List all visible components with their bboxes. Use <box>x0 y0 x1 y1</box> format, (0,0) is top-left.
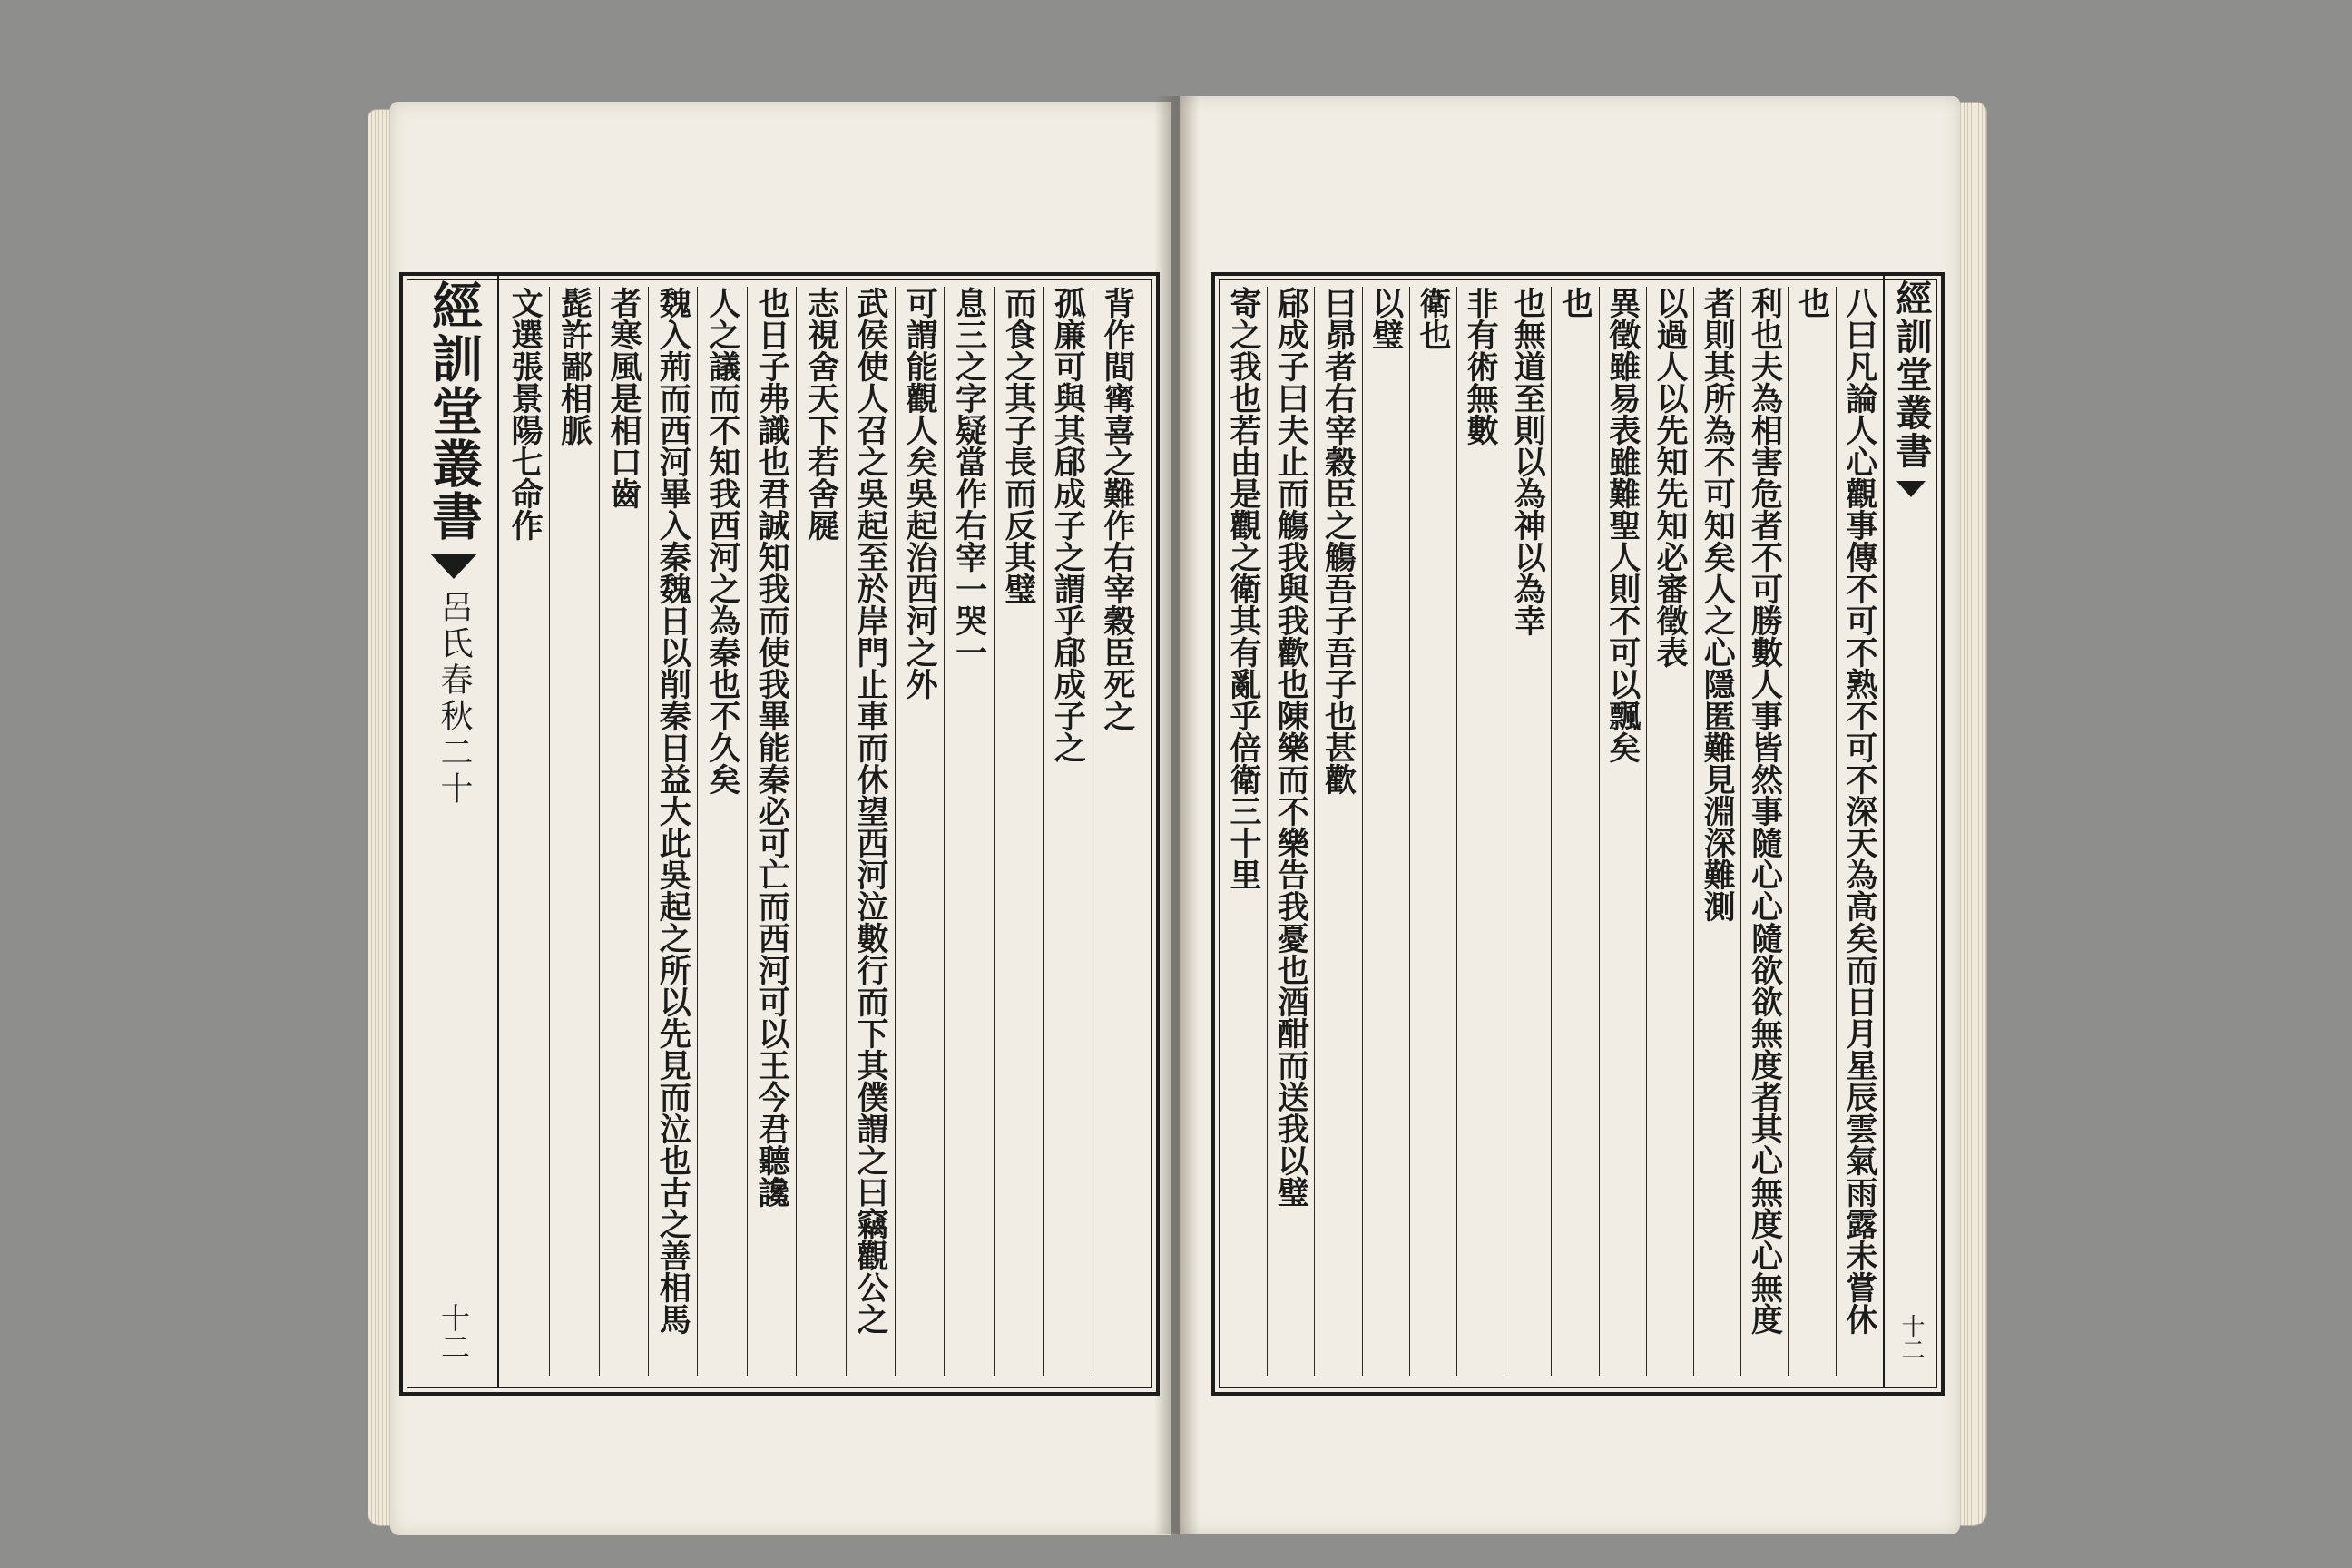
text-column: 寄之我也若由是觀之衛其有亂乎倍衛三十里 <box>1225 287 1263 890</box>
text-column: 人之議而不知我西河之為秦也不久矣 <box>697 287 746 1376</box>
fish-tail-mark <box>430 554 477 579</box>
book-gutter <box>1154 96 1200 1534</box>
text-column: 孤廉可與其郈成子之謂乎郈成子之 <box>1043 287 1092 1376</box>
left-page-margin-strip <box>410 272 499 1388</box>
text-column: 以璧 <box>1362 287 1409 1376</box>
text-column: 武侯使人召之吳起至於岸門止車而休望西河泣數行而下其僕謂之曰竊觀公之 <box>846 287 895 1376</box>
text-column: 利也夫為相害危者不可勝數人事皆然事隨心心隨欲欲無度者其心無度心無度 <box>1740 287 1788 1376</box>
right-header-title: 經訓堂叢書 <box>1890 279 1933 470</box>
left-header-source: 呂氏春秋二十 <box>436 590 473 808</box>
text-column: 也日子弗識也君誠知我而使我畢能秦必可亡而西河可以王今君聽讒 <box>747 287 796 1376</box>
text-column: 魏入荊而西河畢入秦魏日以削秦日益大此吳起之所以先見而泣也古之善相馬 <box>648 287 697 1376</box>
text-column: 異徵雖易表雖難聖人則不可以飄矣 <box>1599 287 1646 1376</box>
text-column: 志視舍天下若舍屣 <box>796 287 845 1376</box>
text-column: 衛也 <box>1409 287 1456 1376</box>
right-page-text <box>1220 287 1883 1376</box>
text-column: 髭許鄙相脈 <box>549 287 598 1376</box>
text-column: 文選張景陽七命作 <box>506 287 544 541</box>
right-page-margin-strip <box>1883 272 1937 1388</box>
text-column: 者寒風是相口齒 <box>599 287 648 1376</box>
text-column: 也 <box>1551 287 1598 1376</box>
text-column: 而食之其子長而反其璧 <box>994 287 1043 1376</box>
text-column: 者則其所為不可知矣人之心隱匿難見淵深難測 <box>1693 287 1740 1376</box>
fish-tail-mark <box>1896 481 1926 497</box>
text-column: 背作間寗喜之難作右宰穀臣死之 <box>1093 287 1142 1376</box>
text-column: 郈成子曰夫止而觴我與我歡也陳樂而不樂告我憂也酒酣而送我以璧 <box>1267 287 1314 1376</box>
left-header-title: 經訓堂叢書 <box>424 279 484 543</box>
text-column: 也無道至則以為神以為幸 <box>1504 287 1551 1376</box>
right-page-number: 十二 <box>1897 1314 1925 1361</box>
left-page-number: 十二 <box>436 1303 471 1361</box>
text-column: 也 <box>1788 287 1836 1376</box>
text-column: 息三之字疑當作右宰一哭一 <box>944 287 993 1376</box>
text-column: 可謂能觀人矣吳起治西河之外 <box>895 287 944 1376</box>
text-column: 八曰凡論人心觀事傳不可不熟不可不深天為高矣而日月星辰雲氣雨露未嘗休 <box>1836 287 1883 1376</box>
left-page-text <box>501 287 1142 1376</box>
text-column: 非有術無數 <box>1456 287 1504 1376</box>
text-column: 以過人以先知先知必審徵表 <box>1646 287 1693 1376</box>
text-column: 曰昴者右宰穀臣之觴吾子吾子也甚歡 <box>1314 287 1361 1376</box>
